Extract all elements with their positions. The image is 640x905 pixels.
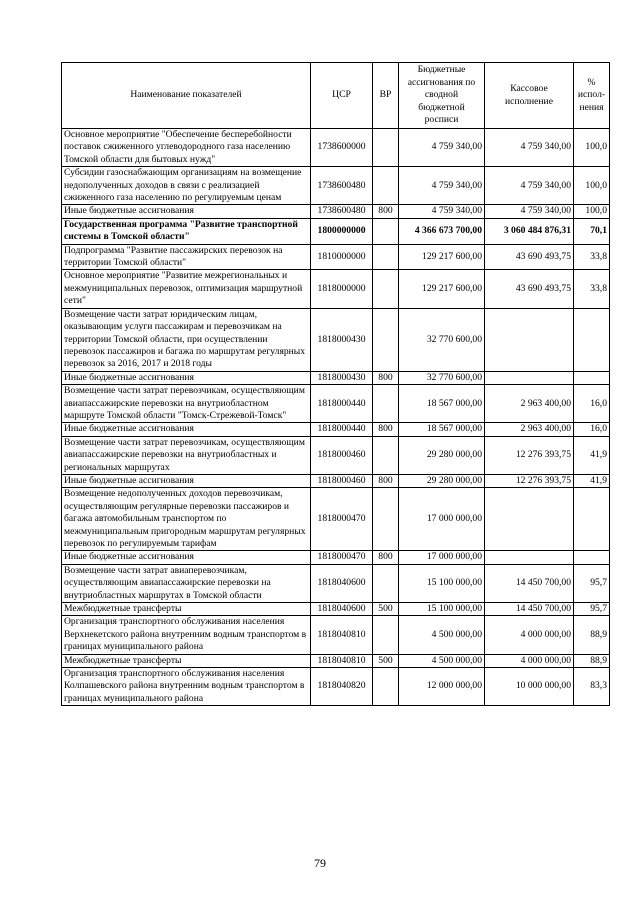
row-percent: 16,0: [574, 385, 610, 423]
row-name: Иные бюджетные ассигнования: [62, 205, 311, 218]
row-cash: 4 000 000,00: [485, 654, 574, 667]
row-csr: 1818000460: [311, 436, 373, 474]
table-row: [62, 308, 610, 371]
row-percent: 83,3: [574, 668, 610, 706]
row-csr: 1818000430: [311, 371, 373, 384]
row-appropriations: 4 759 340,00: [399, 129, 485, 167]
row-cash: 4 000 000,00: [485, 616, 574, 654]
row-name: Межбюджетные трансферты: [62, 654, 311, 667]
row-name: Возмещение части затрат юридическим лицам, оказывающим услуги пассажирам и перевозчикам на территории Томской области, при осуществлении перевозок пассажиров и багажа по маршрутам регулярных перевозок за 2016, 2017 и 2018 годы: [62, 308, 311, 371]
row-cash: 4 759 340,00: [485, 167, 574, 205]
row-csr: 1818040600: [311, 603, 373, 616]
row-cash: 14 450 700,00: [485, 603, 574, 616]
table-body: [62, 129, 610, 706]
row-appropriations: 4 759 340,00: [399, 167, 485, 205]
row-appropriations: 4 759 340,00: [399, 205, 485, 218]
row-name: Иные бюджетные ассигнования: [62, 551, 311, 564]
header-name: Наименование показателей: [62, 63, 311, 129]
row-vr: 800: [373, 205, 399, 218]
row-vr: [373, 308, 399, 371]
row-appropriations: 129 217 600,00: [399, 244, 485, 270]
row-name: Организация транспортного обслуживания населения Верхнекетского района внутренним водным транспортом в границах муниципального района: [62, 616, 311, 654]
row-appropriations: 18 567 000,00: [399, 385, 485, 423]
row-csr: 1818040810: [311, 616, 373, 654]
row-vr: [373, 167, 399, 205]
row-cash: [485, 488, 574, 551]
row-csr: 1818040600: [311, 564, 373, 602]
row-name: Возмещение части затрат перевозчикам, осуществляющим авиапассажирские перевозки на внутриобластном маршруте Томской области "Томск-Стрежевой-Томск": [62, 385, 311, 423]
row-percent: [574, 371, 610, 384]
row-csr: 1818000440: [311, 385, 373, 423]
row-csr: 1818040820: [311, 668, 373, 706]
row-appropriations: 17 000 000,00: [399, 551, 485, 564]
row-percent: 70,1: [574, 218, 610, 244]
row-appropriations: 129 217 600,00: [399, 270, 485, 308]
row-csr: 1818000000: [311, 270, 373, 308]
row-name: Иные бюджетные ассигнования: [62, 423, 311, 436]
header-vr: ВР: [373, 63, 399, 129]
row-name: Иные бюджетные ассигнования: [62, 371, 311, 384]
row-vr: 500: [373, 654, 399, 667]
row-appropriations: 12 000 000,00: [399, 668, 485, 706]
row-percent: 16,0: [574, 423, 610, 436]
row-cash: 12 276 393,75: [485, 436, 574, 474]
row-percent: 41,9: [574, 474, 610, 487]
row-cash: 2 963 400,00: [485, 423, 574, 436]
row-percent: 95,7: [574, 603, 610, 616]
table-row: [62, 129, 610, 167]
header-cash: Кассовое исполнение: [485, 63, 574, 129]
table-row: [62, 270, 610, 308]
row-cash: 43 690 493,75: [485, 270, 574, 308]
table-row: [62, 603, 610, 616]
row-vr: 500: [373, 603, 399, 616]
row-vr: [373, 129, 399, 167]
row-vr: [373, 564, 399, 602]
table-row: [62, 371, 610, 384]
row-name: Организация транспортного обслуживания населения Колпашевского района внутренним водным транспортом в границах муниципального района: [62, 668, 311, 706]
row-name: Основное мероприятие "Обеспечение бесперебойности поставок сжиженного углеводородного газа населению Томской области для бытовых нужд": [62, 129, 311, 167]
row-name: Подпрограмма "Развитие пассажирских перевозок на территории Томской области": [62, 244, 311, 270]
row-vr: [373, 616, 399, 654]
row-percent: 100,0: [574, 205, 610, 218]
row-percent: 33,8: [574, 270, 610, 308]
row-appropriations: 17 000 000,00: [399, 488, 485, 551]
row-vr: [373, 385, 399, 423]
header-csr: ЦСР: [311, 63, 373, 129]
row-csr: 1818000470: [311, 488, 373, 551]
row-percent: 100,0: [574, 167, 610, 205]
row-csr: 1810000000: [311, 244, 373, 270]
table-header-row: [62, 63, 610, 129]
row-cash: [485, 371, 574, 384]
row-percent: 33,8: [574, 244, 610, 270]
row-csr: 1818000470: [311, 551, 373, 564]
table-row: [62, 488, 610, 551]
row-vr: [373, 270, 399, 308]
row-csr: 1818040810: [311, 654, 373, 667]
table-row: [62, 423, 610, 436]
table-row: [62, 668, 610, 706]
header-percent: % испол-нения: [574, 63, 610, 129]
row-name: Возмещение части затрат авиаперевозчикам, осуществляющим авиапассажирские перевозки на внутриобластных маршрутах в Томской области: [62, 564, 311, 602]
page-number: 79: [314, 856, 326, 870]
table-row: [62, 616, 610, 654]
row-vr: 800: [373, 474, 399, 487]
table-row: [62, 205, 610, 218]
row-percent: 88,9: [574, 616, 610, 654]
row-vr: [373, 436, 399, 474]
table-row: [62, 218, 610, 244]
row-appropriations: 4 366 673 700,00: [399, 218, 485, 244]
row-name: Государственная программа "Развитие транспортной системы в Томской области": [62, 218, 311, 244]
row-appropriations: 4 500 000,00: [399, 616, 485, 654]
table-row: [62, 474, 610, 487]
row-cash: 14 450 700,00: [485, 564, 574, 602]
row-name: Иные бюджетные ассигнования: [62, 474, 311, 487]
row-vr: [373, 244, 399, 270]
row-percent: [574, 488, 610, 551]
table-row: [62, 551, 610, 564]
row-csr: 1800000000: [311, 218, 373, 244]
table-row: [62, 564, 610, 602]
row-appropriations: 32 770 600,00: [399, 308, 485, 371]
row-name: Субсидии газоснабжающим организациям на возмещение недополученных доходов в связи с реализацией сжиженного газа населению по регулируемым ценам: [62, 167, 311, 205]
row-percent: [574, 551, 610, 564]
budget-table: [61, 62, 610, 706]
header-appropriations: Бюджетные ассигнования по сводной бюджетной росписи: [399, 63, 485, 129]
table-row: [62, 385, 610, 423]
row-appropriations: 4 500 000,00: [399, 654, 485, 667]
row-percent: 88,9: [574, 654, 610, 667]
row-appropriations: 29 280 000,00: [399, 436, 485, 474]
row-vr: [373, 668, 399, 706]
table-row: [62, 654, 610, 667]
row-cash: [485, 551, 574, 564]
row-csr: 1818000430: [311, 308, 373, 371]
row-appropriations: 29 280 000,00: [399, 474, 485, 487]
row-appropriations: 15 100 000,00: [399, 564, 485, 602]
row-vr: 800: [373, 371, 399, 384]
table-row: [62, 167, 610, 205]
row-cash: 4 759 340,00: [485, 205, 574, 218]
row-cash: 4 759 340,00: [485, 129, 574, 167]
row-appropriations: 18 567 000,00: [399, 423, 485, 436]
row-name: Межбюджетные трансферты: [62, 603, 311, 616]
table-row: [62, 436, 610, 474]
row-cash: [485, 308, 574, 371]
row-cash: 3 060 484 876,31: [485, 218, 574, 244]
row-vr: [373, 218, 399, 244]
row-csr: 1738600000: [311, 129, 373, 167]
row-percent: 100,0: [574, 129, 610, 167]
row-csr: 1738600480: [311, 167, 373, 205]
table-row: [62, 244, 610, 270]
row-appropriations: 15 100 000,00: [399, 603, 485, 616]
row-cash: 12 276 393,75: [485, 474, 574, 487]
row-name: Основное мероприятие "Развитие межрегиональных и межмуниципальных перевозок, оптимизация маршрутной сети": [62, 270, 311, 308]
row-cash: 43 690 493,75: [485, 244, 574, 270]
row-percent: 95,7: [574, 564, 610, 602]
row-percent: [574, 308, 610, 371]
row-vr: [373, 488, 399, 551]
row-percent: 41,9: [574, 436, 610, 474]
row-appropriations: 32 770 600,00: [399, 371, 485, 384]
row-vr: 800: [373, 423, 399, 436]
row-cash: 10 000 000,00: [485, 668, 574, 706]
row-name: Возмещение части затрат перевозчикам, осуществляющим авиапассажирские перевозки на внутриобластных и региональных маршрутах: [62, 436, 311, 474]
row-name: Возмещение недополученных доходов перевозчикам, осуществляющим регулярные перевозки пассажиров и багажа автомобильным транспортом по межмуниципальным пригородным маршрутам регулярных перевозок по регулируемым тарифам: [62, 488, 311, 551]
row-csr: 1818000460: [311, 474, 373, 487]
row-vr: 800: [373, 551, 399, 564]
row-csr: 1818000440: [311, 423, 373, 436]
row-csr: 1738600480: [311, 205, 373, 218]
row-cash: 2 963 400,00: [485, 385, 574, 423]
